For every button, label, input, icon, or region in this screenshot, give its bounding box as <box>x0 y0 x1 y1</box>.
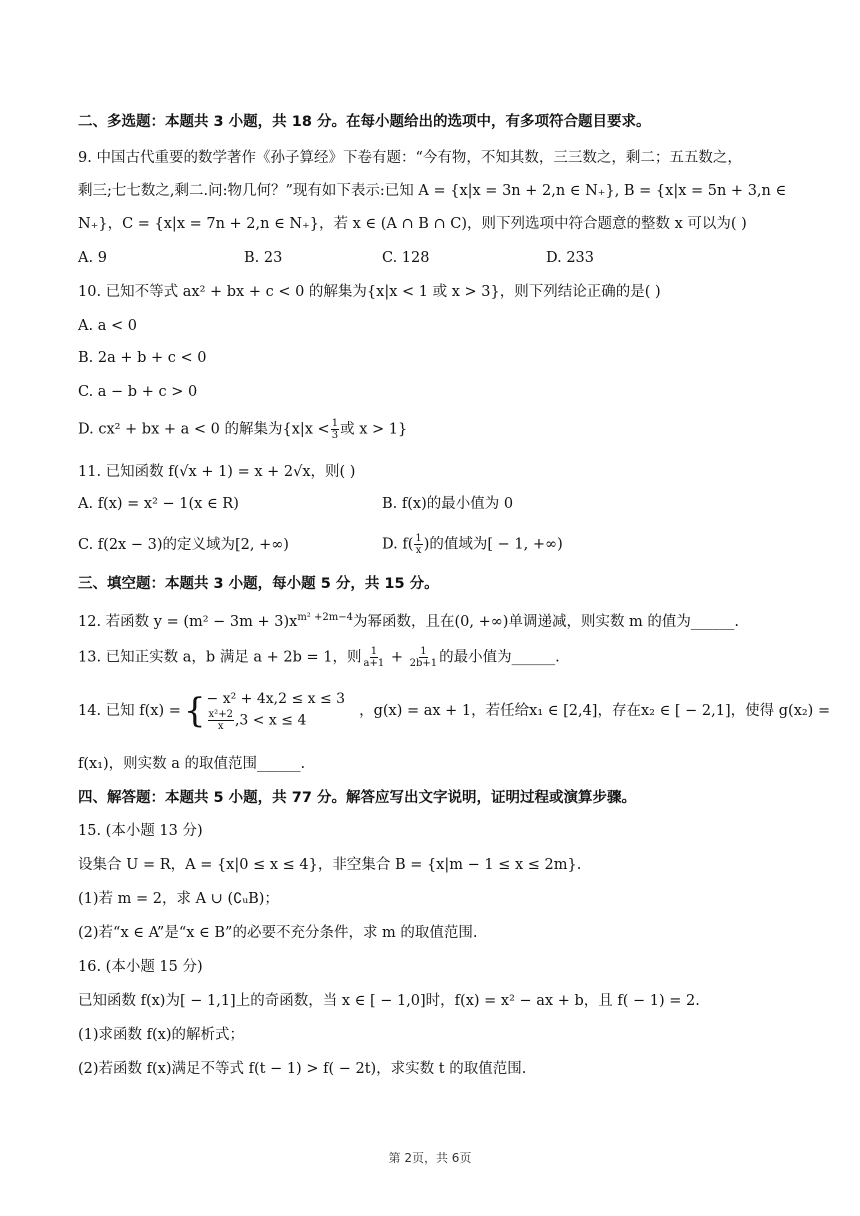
q13-fraction-2 <box>409 646 439 669</box>
fraction-numerator: 1 <box>370 646 378 657</box>
q9-option-b: B. 23 <box>244 250 283 266</box>
q9-line-3: N₊}，C = {x|x = 7n + 2,n ∈ N₊}，若 x ∈ (A ∩ B ∩ C)，则下列选项中符合题意的整数 x 可以为( ) <box>78 216 747 232</box>
q14-piecewise <box>184 690 345 732</box>
q13-plus: + <box>386 649 408 666</box>
q15-title: 15. (本小题 13 分) <box>78 823 203 839</box>
q14-case-2-post: ,3 < x ≤ 4 <box>234 712 307 729</box>
q14-case-2 <box>207 709 346 732</box>
page-footer: 第 2页，共 6页 <box>388 1151 472 1165</box>
fraction-numerator: x²+2 <box>208 709 233 720</box>
q12-exponent: m² +2m−4 <box>297 612 353 623</box>
q11-option-c: C. f(2x − 3)的定义域为[2, +∞) <box>78 537 289 553</box>
q9-line-2: 剩三;七七数之,剩二.问:物几何？”现有如下表示:已知 A = {x|x = 3n + 2,n ∈ N₊}, B = {x|x = 5n + 3,n ∈ <box>78 183 787 199</box>
q9-option-a: A. 9 <box>78 250 107 266</box>
q14-case-2-fraction <box>208 709 234 732</box>
q11-option-d-pre: D. f( <box>382 536 414 553</box>
q13-fraction-1 <box>363 646 386 669</box>
q10-option-a: A. a < 0 <box>78 318 137 334</box>
q14-post: ，g(x) = ax + 1，若任给x₁ ∈ [2,4]，存在x₂ ∈ [ − 2,1]，使得 g(x₂) = <box>359 703 831 719</box>
q11-option-a: A. f(x) = x² − 1(x ∈ R) <box>78 496 239 512</box>
q14-case-1: − x² + 4x,2 ≤ x ≤ 3 <box>206 691 346 707</box>
fraction-denominator: x <box>415 545 422 556</box>
fraction-denominator: 3 <box>331 430 339 441</box>
q12-post: 为幂函数，且在(0, +∞)单调递减，则实数 m 的值为______. <box>352 613 740 630</box>
q11-option-d <box>382 533 563 556</box>
q10-option-d-fraction <box>331 418 339 441</box>
q13-pre: 13. 已知正实数 a，b 满足 a + 2b = 1，则 <box>78 649 362 666</box>
q10-option-d-post: 或 x > 1} <box>340 421 408 438</box>
q15-line-3: (2)若“x ∈ A”是“x ∈ B”的必要不充分条件，求 m 的取值范围. <box>78 925 478 941</box>
q14-cases <box>207 690 346 732</box>
section-4-header: 四、解答题：本题共 5 小题，共 77 分。解答应写出文字说明，证明过程或演算步骤。 <box>78 790 636 806</box>
fraction-numerator: 1 <box>331 418 339 429</box>
fraction-numerator: 1 <box>415 533 422 544</box>
q14-line-1 <box>78 688 830 734</box>
fraction-denominator: 2b+1 <box>409 658 438 669</box>
q10-option-d <box>78 418 407 441</box>
q14-line-2: f(x₁)，则实数 a 的取值范围______. <box>78 756 306 772</box>
q16-title: 16. (本小题 15 分) <box>78 959 203 975</box>
question-12 <box>78 608 739 632</box>
q11-option-b: B. f(x)的最小值为 0 <box>382 496 514 512</box>
q9-option-d: D. 233 <box>546 250 595 266</box>
fraction-numerator: 1 <box>420 646 427 657</box>
q10-option-d-pre: D. cx² + bx + a < 0 的解集为{x|x < <box>78 421 330 438</box>
q16-line-3: (2)若函数 f(x)满足不等式 f(t − 1) > f( − 2t)，求实数 t 的取值范围. <box>78 1061 527 1077</box>
q13-post: 的最小值为______. <box>439 649 560 666</box>
fraction-denominator: a+1 <box>363 658 385 669</box>
section-3-header: 三、填空题：本题共 3 小题，每小题 5 分，共 15 分。 <box>78 576 439 592</box>
q9-option-c: C. 128 <box>382 250 430 266</box>
q11-option-d-fraction <box>414 533 422 556</box>
q11-stem: 11. 已知函数 f(√x + 1) = x + 2√x，则( ) <box>78 464 356 480</box>
q10-stem: 10. 已知不等式 ax² + bx + c < 0 的解集为{x|x < 1 或 x > 3}，则下列结论正确的是( ) <box>78 284 661 300</box>
q16-line-2: (1)求函数 f(x)的解析式； <box>78 1027 245 1043</box>
brace-glyph: { <box>183 691 206 731</box>
q15-line-2: (1)若 m = 2，求 A ∪ (∁ᵤB)； <box>78 891 279 907</box>
question-13 <box>78 646 560 669</box>
fraction-denominator: x <box>217 721 224 732</box>
q14-pre: 14. 已知 f(x) = <box>78 703 181 719</box>
q12-pre: 12. 若函数 y = (m² − 3m + 3)x <box>78 613 298 630</box>
q9-line-1: 9. 中国古代重要的数学著作《孙子算经》下卷有题：“今有物，不知其数，三三数之，剩二；五五数之， <box>78 150 742 166</box>
q16-line-1: 已知函数 f(x)为[ − 1,1]上的奇函数，当 x ∈ [ − 1,0]时，f(x) = x² − ax + b，且 f( − 1) = 2. <box>78 993 700 1009</box>
q15-line-1: 设集合 U = R，A = {x|0 ≤ x ≤ 4}，非空集合 B = {x|m − 1 ≤ x ≤ 2m}. <box>78 857 582 873</box>
q10-option-b: B. 2a + b + c < 0 <box>78 350 207 366</box>
q10-option-c: C. a − b + c > 0 <box>78 384 198 400</box>
q11-option-d-post: )的值域为[ − 1, +∞) <box>423 536 563 553</box>
section-2-header: 二、多选题：本题共 3 小题，共 18 分。在每小题给出的选项中，有多项符合题目要求。 <box>78 114 651 130</box>
